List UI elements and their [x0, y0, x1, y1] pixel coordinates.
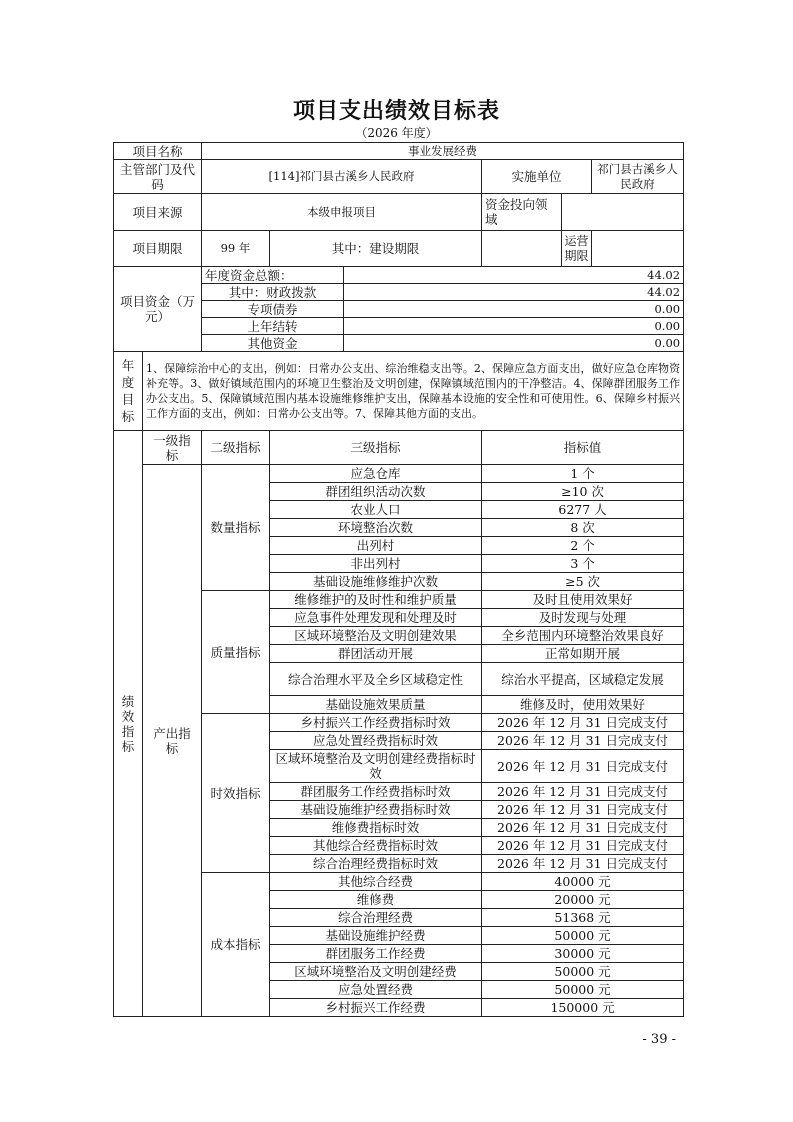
indicator-value: 2026 年 12 月 31 日完成支付 [482, 732, 684, 750]
fund-row-label: 专项债券 [202, 301, 344, 318]
indicator-name: 综合治理经费指标时效 [270, 855, 482, 873]
indicator-name: 其他综合经费指标时效 [270, 837, 482, 855]
indicator-value: 51368 元 [482, 909, 684, 927]
direction-label: 资金投向领域 [482, 194, 562, 231]
indicator-value: 及时且使用效果好 [482, 591, 684, 609]
annual-goal-label: 年度目标 [114, 352, 143, 431]
indicator-value: 2026 年 12 月 31 日完成支付 [482, 750, 684, 783]
fund-row-value: 44.02 [344, 284, 684, 301]
build-label: 其中：建设期限 [270, 231, 482, 267]
indicator-name: 环境整治次数 [270, 519, 482, 537]
indicator-value: ≥5 次 [482, 573, 684, 591]
term-label: 项目期限 [114, 231, 202, 267]
indicator-name: 区域环境整治及文明创建经费指标时效 [270, 750, 482, 783]
ops-label: 运营期限 [562, 231, 592, 267]
indicator-name: 农业人口 [270, 501, 482, 519]
indicator-value: 30000 元 [482, 945, 684, 963]
direction-value [562, 194, 684, 231]
indicator-value: 3 个 [482, 555, 684, 573]
fund-row-value: 0.00 [344, 318, 684, 335]
indicator-value: 维修及时，使用效果好 [482, 696, 684, 714]
fund-row-label: 上年结转 [202, 318, 344, 335]
source-label: 项目来源 [114, 194, 202, 231]
dept-value: [114]祁门县古溪乡人民政府 [202, 160, 482, 194]
performance-table [113, 142, 684, 1017]
indicator-name: 乡村振兴工作经费指标时效 [270, 714, 482, 732]
indicator-name: 群团服务工作经费指标时效 [270, 783, 482, 801]
indicator-name: 维修费指标时效 [270, 819, 482, 837]
header-level3: 三级指标 [270, 431, 482, 465]
indicator-name: 乡村振兴工作经费 [270, 999, 482, 1017]
indicator-value: 综治水平提高，区域稳定发展 [482, 663, 684, 696]
indicator-value: 及时发现与处理 [482, 609, 684, 627]
indicator-value: 8 次 [482, 519, 684, 537]
term-value: 99 年 [202, 231, 270, 267]
indicator-name: 基础设施维修维护次数 [270, 573, 482, 591]
indicator-name: 群团组织活动次数 [270, 483, 482, 501]
impl-value: 祁门县古溪乡人民政府 [592, 160, 684, 194]
indicator-name: 综合治理经费 [270, 909, 482, 927]
project-name-label: 项目名称 [114, 143, 202, 160]
indicator-value: 2026 年 12 月 31 日完成支付 [482, 855, 684, 873]
indicator-name: 维修费 [270, 891, 482, 909]
indicator-name: 应急仓库 [270, 465, 482, 483]
fund-row-value: 0.00 [344, 301, 684, 318]
funds-label: 项目资金（万元） [114, 267, 202, 352]
indicator-value: 2026 年 12 月 31 日完成支付 [482, 837, 684, 855]
header-level2: 二级指标 [202, 431, 270, 465]
indicator-name: 基础设施维护经费指标时效 [270, 801, 482, 819]
indicator-value: 1 个 [482, 465, 684, 483]
indicator-value: 150000 元 [482, 999, 684, 1017]
indicator-value: 2 个 [482, 537, 684, 555]
indicator-value: 50000 元 [482, 927, 684, 945]
fund-row-value: 0.00 [344, 335, 684, 352]
fund-row-label: 其他资金 [202, 335, 344, 352]
indicator-value: 2026 年 12 月 31 日完成支付 [482, 801, 684, 819]
indicator-value: 6277 人 [482, 501, 684, 519]
page-title: 项目支出绩效目标表 [292, 99, 500, 124]
ops-value [592, 231, 684, 267]
level2-indicator: 时效指标 [202, 714, 270, 873]
indicator-value: ≥10 次 [482, 483, 684, 501]
indicator-value: 2026 年 12 月 31 日完成支付 [482, 783, 684, 801]
indicator-name: 综合治理水平及全乡区域稳定性 [270, 663, 482, 696]
indicator-name: 应急处置经费指标时效 [270, 732, 482, 750]
fund-row-label: 其中：财政拨款 [202, 284, 344, 301]
indicator-name: 区域环境整治及文明创建效果 [270, 627, 482, 645]
header-value: 指标值 [482, 431, 684, 465]
indicator-value: 50000 元 [482, 981, 684, 999]
level1-output-indicator: 产出指标 [143, 465, 202, 1017]
indicator-value: 正常如期开展 [482, 645, 684, 663]
year-note: （2026 年度） [355, 126, 438, 140]
indicator-value: 50000 元 [482, 963, 684, 981]
indicator-name: 基础设施效果质量 [270, 696, 482, 714]
level2-indicator: 成本指标 [202, 873, 270, 1017]
build-value [482, 231, 562, 267]
project-name-value: 事业发展经费 [202, 143, 684, 160]
section-label: 绩效指标 [114, 431, 143, 1017]
source-value: 本级申报项目 [202, 194, 482, 231]
indicator-name: 基础设施维护经费 [270, 927, 482, 945]
indicator-name: 群团活动开展 [270, 645, 482, 663]
indicator-value: 2026 年 12 月 31 日完成支付 [482, 819, 684, 837]
indicator-value: 40000 元 [482, 873, 684, 891]
indicator-name: 非出列村 [270, 555, 482, 573]
indicator-name: 应急事件处理发现和处理及时 [270, 609, 482, 627]
impl-label: 实施单位 [482, 160, 592, 194]
indicator-name: 应急处置经费 [270, 981, 482, 999]
indicator-value: 20000 元 [482, 891, 684, 909]
page-number: - 39 - [642, 1032, 676, 1047]
dept-label: 主管部门及代码 [114, 160, 202, 194]
fund-row-label: 年度资金总额： [202, 267, 344, 284]
level2-indicator: 质量指标 [202, 591, 270, 714]
header-level1: 一级指标 [143, 431, 202, 465]
indicator-value: 2026 年 12 月 31 日完成支付 [482, 714, 684, 732]
fund-row-value: 44.02 [344, 267, 684, 284]
annual-goal-text: 1、保障综治中心的支出，例如：日常办公支出、综治维稳支出等。2、保障应急方面支出，做好应急仓库物资补充等。3、做好镇域范围内的环境卫生整治及文明创建，保障镇域范围内的干净整洁。4、保障群团服务工作办公支出。5、保障镇域范围内基本设施维修维护支出，保障基本设施的安全性和可使用性。6、保障乡村振兴工作方面的支出，例如：日常办公支出等。7、保障其他方面的支出。 [143, 352, 684, 431]
indicator-name: 其他综合经费 [270, 873, 482, 891]
indicator-name: 出列村 [270, 537, 482, 555]
indicator-name: 区域环境整治及文明创建经费 [270, 963, 482, 981]
indicator-value: 全乡范围内环境整治效果良好 [482, 627, 684, 645]
indicator-name: 群团服务工作经费 [270, 945, 482, 963]
indicator-name: 维修维护的及时性和维护质量 [270, 591, 482, 609]
level2-indicator: 数量指标 [202, 465, 270, 591]
